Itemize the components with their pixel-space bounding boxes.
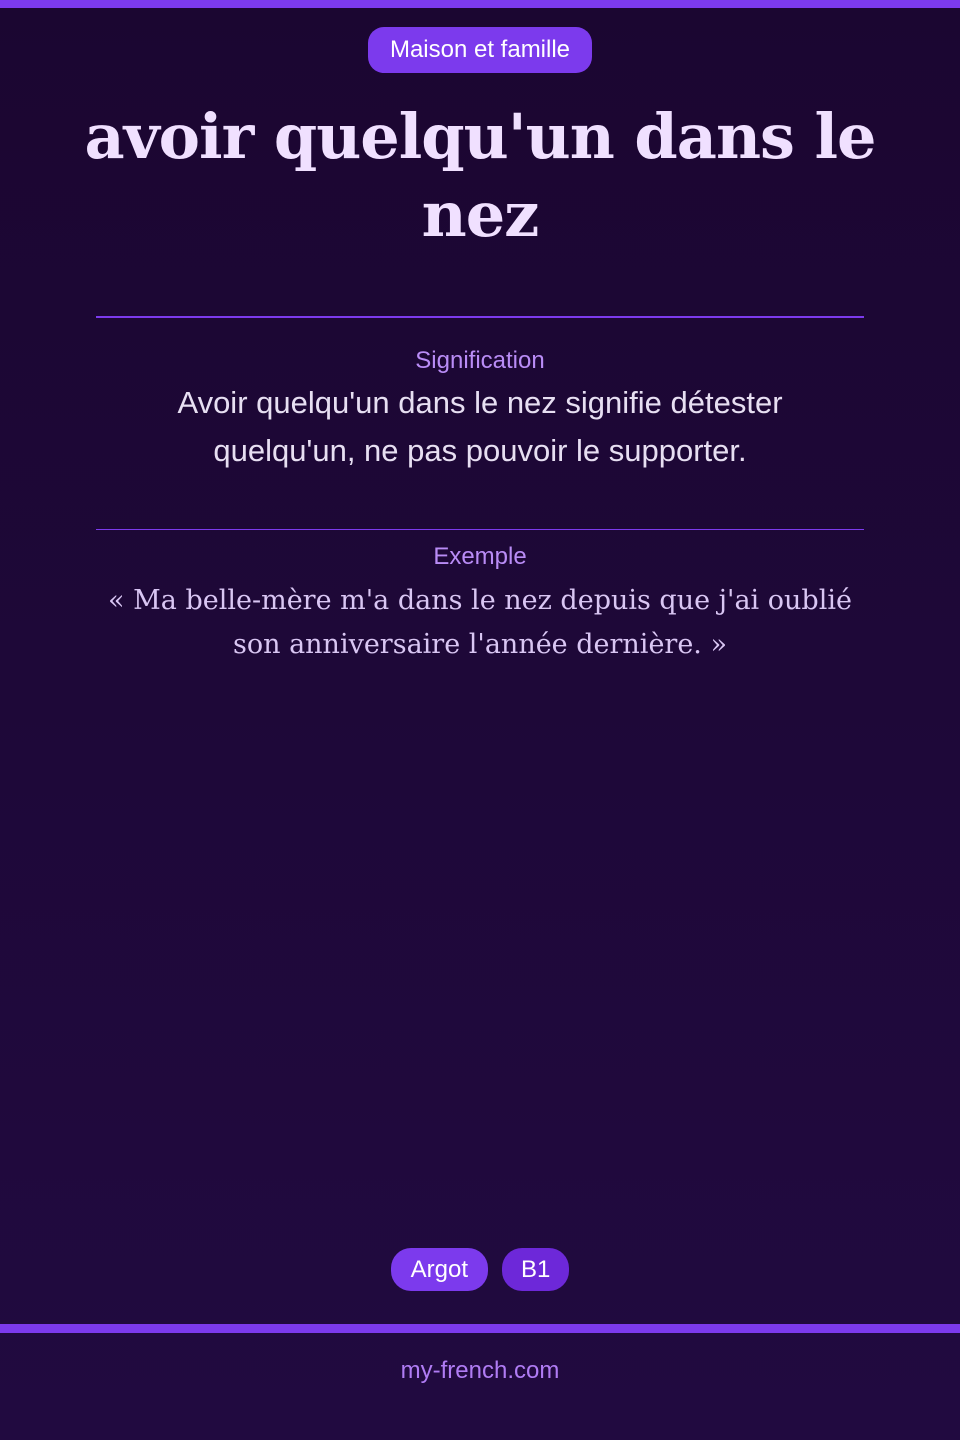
register-tag: Argot: [391, 1248, 488, 1291]
site-footer: my-french.com: [400, 1357, 560, 1384]
example-text: « Ma belle-mère m'a dans le nez depuis que j'ai oublié son anniversaire l'année dernière. »: [108, 585, 852, 660]
meaning-label: Signification: [415, 347, 545, 374]
meaning-text: Avoir quelqu'un dans le nez signifie détester quelqu'un, ne pas pouvoir le supporter.: [177, 385, 783, 468]
level-tag: B1: [502, 1248, 569, 1291]
category-badge: Maison et famille: [368, 27, 592, 73]
top-accent-bar: [0, 0, 960, 8]
tag-list: [0, 1248, 960, 1291]
divider: [96, 529, 864, 530]
expression-title: avoir quelqu'un dans le nez: [84, 100, 876, 251]
divider: [96, 316, 864, 318]
example-label: Exemple: [433, 543, 527, 570]
bottom-accent-bar: [0, 1324, 960, 1333]
